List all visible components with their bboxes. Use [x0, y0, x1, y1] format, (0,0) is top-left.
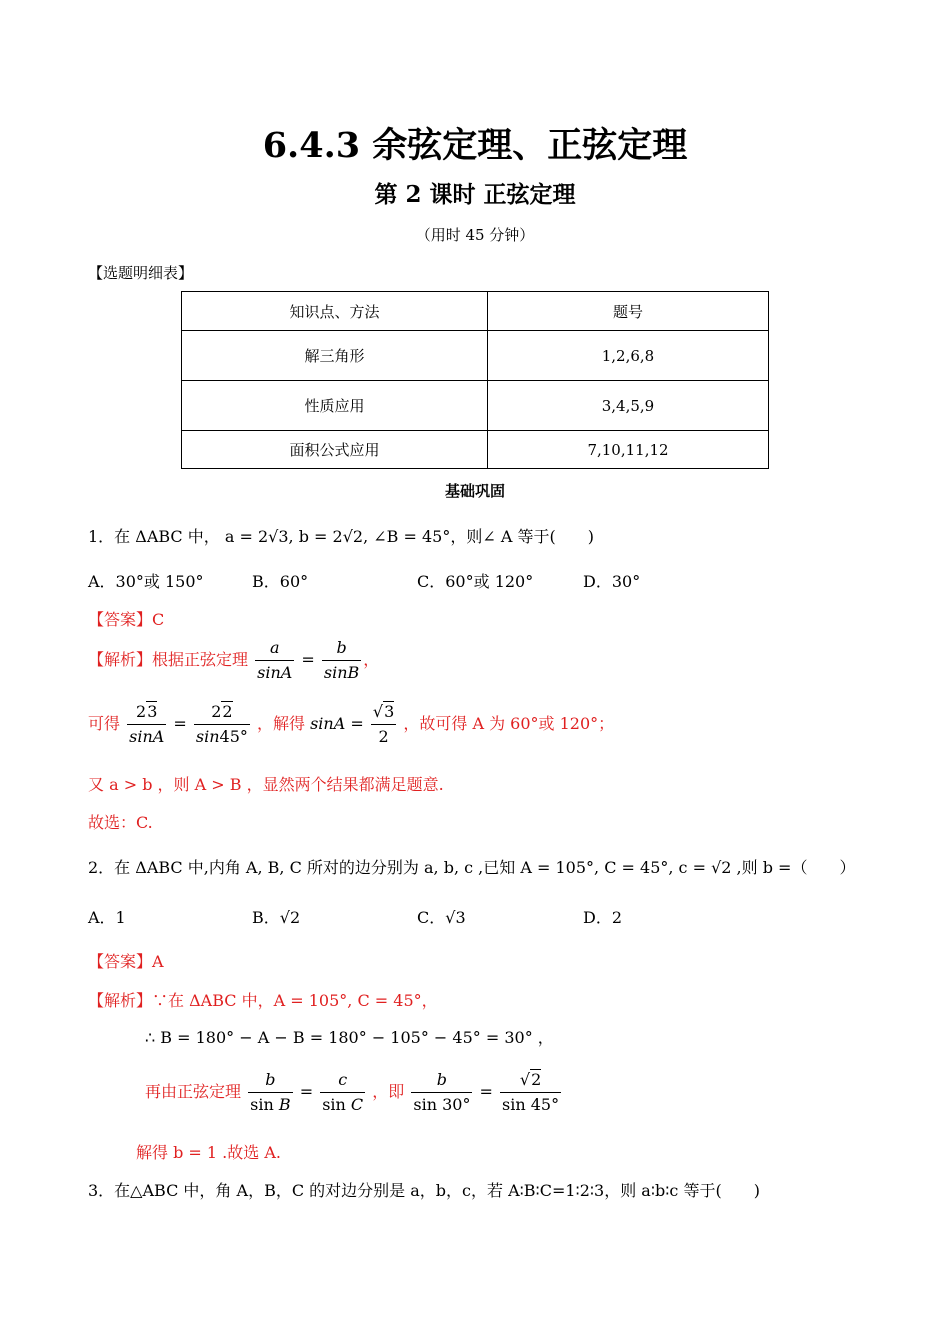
- q2-analysis-line1: [88, 988, 438, 1011]
- q1-analysis-line1: 【解析】根据正弦定理 $\frac{a}{\sin A}$ = $\frac{b}{\sin B}$ ，: [88, 636, 379, 685]
- q1-analysis-text2-suffix: ，故可得 A 为 60°或 120°；: [403, 714, 615, 733]
- table-header-numbers: 题号: [488, 292, 769, 331]
- table-cell-numbers: 1,2,6,8: [488, 331, 769, 381]
- q1-stem: [88, 524, 594, 547]
- table-cell-numbers: 7,10,11,12: [488, 431, 769, 469]
- table-cell-topic: 面积公式应用: [182, 431, 488, 469]
- q1-prefix: 1．在 ΔABC 中，: [88, 527, 220, 546]
- table-header-row: [182, 292, 769, 331]
- table-row: [182, 381, 769, 431]
- sine-rule-fraction-b: $\frac{b}{\text{sin B}}$: [250, 1070, 291, 1114]
- table-header-topic: 知识点、方法: [182, 292, 488, 331]
- q2-option-c: C．√3: [417, 908, 466, 927]
- substituted-fraction-left: $\frac{b}{\sin 30^\circ}$: [413, 1070, 471, 1114]
- table-row: [182, 431, 769, 469]
- q1-analysis-line4: 故选：C.: [88, 813, 153, 832]
- q2-analysis-text3-prefix: 再由正弦定理: [145, 1082, 242, 1101]
- q1-option-a: A．30°或 150°: [88, 572, 204, 591]
- substituted-fraction-right: $\frac{√2}{\sin 45^\circ}$: [502, 1070, 560, 1114]
- selection-table: [181, 291, 769, 469]
- law-of-sines-fraction-a: $\frac{a}{\sin A}$: [257, 638, 293, 682]
- q2-option-a: A．1: [88, 908, 126, 927]
- table-cell-numbers: 3,4,5,9: [488, 381, 769, 431]
- table-cell-topic: 解三角形: [182, 331, 488, 381]
- q2-analysis-label: 【解析】: [88, 991, 153, 1010]
- ratio-fraction-left: $\frac{23}{\sin A}$: [129, 702, 165, 746]
- q1-option-b: B．60°: [252, 572, 309, 591]
- q1-answer: 【答案】C: [88, 610, 165, 629]
- q2-answer: 【答案】A: [88, 952, 164, 971]
- time-note: （用时 45 分钟）: [415, 226, 535, 244]
- section-title: 基础巩固: [444, 482, 505, 500]
- q1-option-c: C．60°或 120°: [417, 572, 534, 591]
- sina-value-fraction: $\frac{√3}{2}$: [372, 702, 395, 746]
- q3-stem: 3．在△ABC 中，角 A，B，C 的对边分别是 a，b，c，若 A∶B∶C=1∶2∶3，则 a∶b∶c 等于( ): [88, 1181, 760, 1200]
- q2-analysis-line2: ∴ B = 180° − A − B = 180° − 105° − 45° = 30° ，: [145, 1028, 554, 1047]
- lesson-subtitle: 第 2 课时 正弦定理: [374, 181, 576, 208]
- q1-analysis-text2-prefix: 可得: [88, 714, 121, 733]
- selection-table-label: 【选题明细表】: [88, 264, 194, 282]
- q1-analysis-line3: 又 a > b ，则 A > B ，显然两个结果都满足题意.: [88, 775, 444, 794]
- q2-analysis-line4: 解得 b = 1 .故选 A.: [136, 1143, 281, 1162]
- q1-analysis-line2: 可得 $\frac{23}{\sin A}$ = $\frac{22}{\sin 45^\circ}$ ，解得 sinA = $\frac{√3}{2}$ ，故可得 A 为 60°或 120°；: [88, 700, 614, 749]
- sine-rule-fraction-c: $\frac{c}{\text{sin C}}$: [322, 1070, 364, 1114]
- q1-analysis-label: 【解析】: [88, 650, 153, 669]
- q1-analysis-text2-mid: ，解得: [256, 714, 305, 733]
- q2-stem: 2．在 ΔABC 中,内角 A, B, C 所对的边分别为 a, b, c ,已知 A = 105°, C = 45°, c = √2 ,则 b =（ ）: [88, 858, 856, 877]
- q1-analysis-text1: 根据正弦定理: [152, 650, 249, 669]
- q2-analysis-text3-mid: ，即: [372, 1082, 405, 1101]
- q1-option-d: D．30°: [583, 572, 641, 591]
- q2-option-b: B．√2: [252, 908, 301, 927]
- table-cell-topic: 性质应用: [182, 381, 488, 431]
- law-of-sines-fraction-b: $\frac{b}{\sin B}$: [323, 638, 360, 682]
- ratio-fraction-right: $\frac{22}{\sin 45^\circ}$: [195, 702, 248, 746]
- q2-analysis-text1: ∵在 ΔABC 中，A = 105°, C = 45°，: [152, 991, 438, 1010]
- q2-analysis-line3: 再由正弦定理 $\frac{b}{\text{sin B}}$ = $\frac{c}{\text{sin C}}$ ，即 $\frac{b}{\sin 30^\circ}$ = $\frac{√2}{\sin 45^\circ}$: [145, 1068, 563, 1117]
- page-title: 6.4.3 余弦定理、正弦定理: [262, 125, 688, 166]
- table-row: [182, 331, 769, 381]
- q2-option-d: D．2: [583, 908, 623, 927]
- q1-formula: a = 2√3, b = 2√2, ∠B = 45°，则∠ A 等于( ): [224, 527, 594, 546]
